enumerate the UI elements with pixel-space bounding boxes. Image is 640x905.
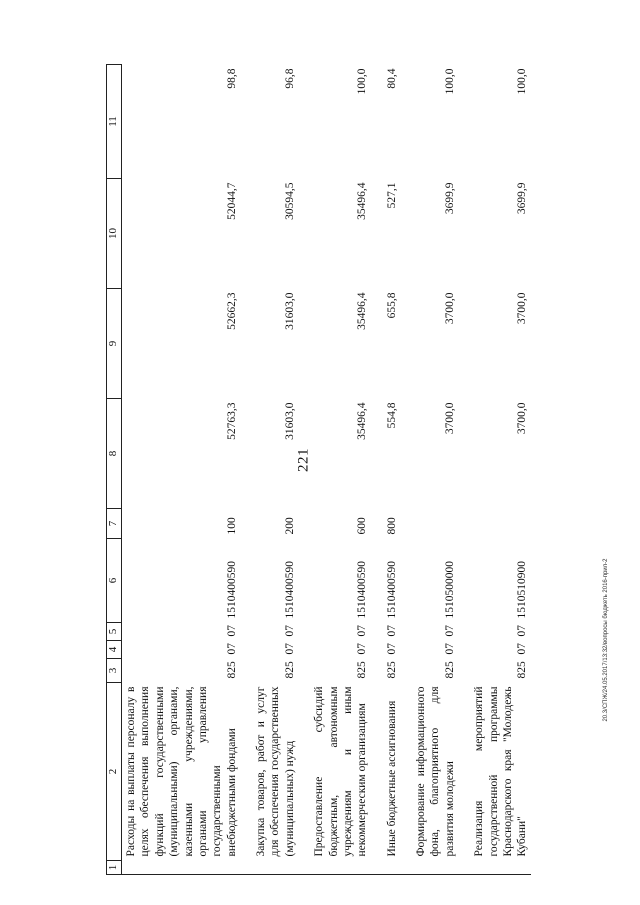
table-row (122, 65, 241, 875)
row-value-col10: 52044,7 (225, 182, 238, 220)
row-target-article: 1510500000 (443, 561, 456, 619)
row-target-article: 1510400590 (385, 561, 398, 619)
column-number-10: 10 (107, 179, 122, 289)
row-value-col11: 98,8 (225, 68, 238, 89)
row-value-col8: 3700,0 (443, 402, 456, 435)
row-value-col8: 3700,0 (516, 402, 529, 435)
row-spacer (400, 861, 458, 875)
budget-table (106, 64, 531, 875)
column-number-3: 3 (107, 659, 122, 683)
row-value-col11: 96,8 (283, 68, 296, 89)
row-value-col9: 655,8 (385, 292, 398, 319)
row-subsection-code: 07 (225, 625, 238, 637)
row-value-col10: 3699,9 (443, 182, 456, 215)
row-subsection-code: 07 (385, 625, 398, 637)
row-value-col8: 31603,0 (283, 402, 296, 440)
row-name: Расходы на выплаты персоналу в целях обеспечения выполнения функций государственными (муниципальными) органами, казенными учреждениями, органами управления государственными внебюджетными фондами (125, 686, 238, 857)
column-number-9: 9 (107, 289, 122, 399)
column-number-6: 6 (107, 539, 122, 623)
row-expense-type: 100 (225, 517, 238, 535)
row-name: Формирование информационного фона, благоприятного для развития молодежи (415, 686, 456, 857)
column-number-2: 2 (107, 683, 122, 861)
row-value-col8: 554,8 (385, 402, 398, 429)
table-body (122, 65, 531, 875)
column-number-7: 7 (107, 509, 122, 539)
row-spacer (240, 861, 298, 875)
row-ved-code: 825 (443, 661, 456, 679)
row-section-code: 07 (385, 643, 398, 655)
column-number-4: 4 (107, 641, 122, 659)
row-value-col10: 30594,5 (283, 182, 296, 220)
row-ved-code: 825 (225, 661, 238, 679)
column-number-row (107, 65, 122, 875)
row-value-col9: 31603,0 (283, 292, 296, 330)
row-spacer (458, 861, 531, 875)
row-subsection-code: 07 (356, 625, 369, 637)
row-target-article: 1510400590 (225, 561, 238, 619)
row-value-col9: 35496,4 (356, 292, 369, 330)
row-section-code: 07 (283, 643, 296, 655)
row-ved-code: 825 (356, 661, 369, 679)
row-expense-type (400, 509, 458, 539)
row-ved-code: 825 (283, 661, 296, 679)
row-subsection-code: 07 (283, 625, 296, 637)
row-spacer (298, 861, 371, 875)
row-section-code: 07 (516, 643, 529, 655)
row-spacer (122, 861, 241, 875)
row-target-article: 1510400590 (283, 561, 296, 619)
row-target-article: 1510510900 (516, 561, 529, 619)
table-row (298, 65, 371, 875)
page-number: 221 (295, 448, 312, 472)
row-value-col11: 80,4 (385, 68, 398, 89)
row-value-col10: 3699,9 (516, 182, 529, 215)
row-value-col9: 52662,3 (225, 292, 238, 330)
row-section-code: 07 (356, 643, 369, 655)
row-value-col11: 100,0 (443, 68, 456, 95)
column-number-5: 5 (107, 623, 122, 641)
row-ved-code: 825 (385, 661, 398, 679)
budget-table-container (106, 65, 566, 875)
row-value-col10: 527,1 (385, 182, 398, 209)
row-value-col10: 35496,4 (356, 182, 369, 220)
row-expense-type: 800 (385, 517, 398, 535)
column-number-8: 8 (107, 399, 122, 509)
column-number-11: 11 (107, 65, 122, 179)
row-value-col9: 3700,0 (516, 292, 529, 325)
row-name: Закупка товаров, работ и услуг для обеспечения государственных (муниципальных) нужд (255, 686, 296, 857)
column-number-1: 1 (107, 861, 122, 875)
row-section-code: 07 (443, 643, 456, 655)
row-ved-code: 825 (516, 661, 529, 679)
row-name: Иные бюджетные ассигнования (385, 700, 398, 857)
row-subsection-code: 07 (443, 625, 456, 637)
row-value-col8: 52763,3 (225, 402, 238, 440)
row-target-article: 1510400590 (356, 561, 369, 619)
row-value-col11: 100,0 (356, 68, 369, 95)
table-row (371, 65, 400, 875)
row-value-col9: 3700,0 (443, 292, 456, 325)
row-name: Реализация мероприятий государственной программы Краснодарского края "Молодежь Кубани" (473, 686, 529, 857)
row-expense-type: 600 (356, 517, 369, 535)
row-expense-type: 200 (283, 517, 296, 535)
row-value-col11: 100,0 (516, 68, 529, 95)
table-row (458, 65, 531, 875)
table-row (400, 65, 458, 875)
row-spacer (371, 861, 400, 875)
table-row (240, 65, 298, 875)
row-subsection-code: 07 (516, 625, 529, 637)
row-name: Предоставление субсидий бюджетным, автономным учреждениям и иным некоммерческим организациям (313, 686, 369, 857)
footer-stamp: 20.3/СПЖ/24.05.2017/13:32/вопросы бюджеть 2016-прил-2 (603, 558, 609, 722)
row-expense-type (458, 509, 531, 539)
row-value-col8: 35496,4 (356, 402, 369, 440)
row-section-code: 07 (225, 643, 238, 655)
